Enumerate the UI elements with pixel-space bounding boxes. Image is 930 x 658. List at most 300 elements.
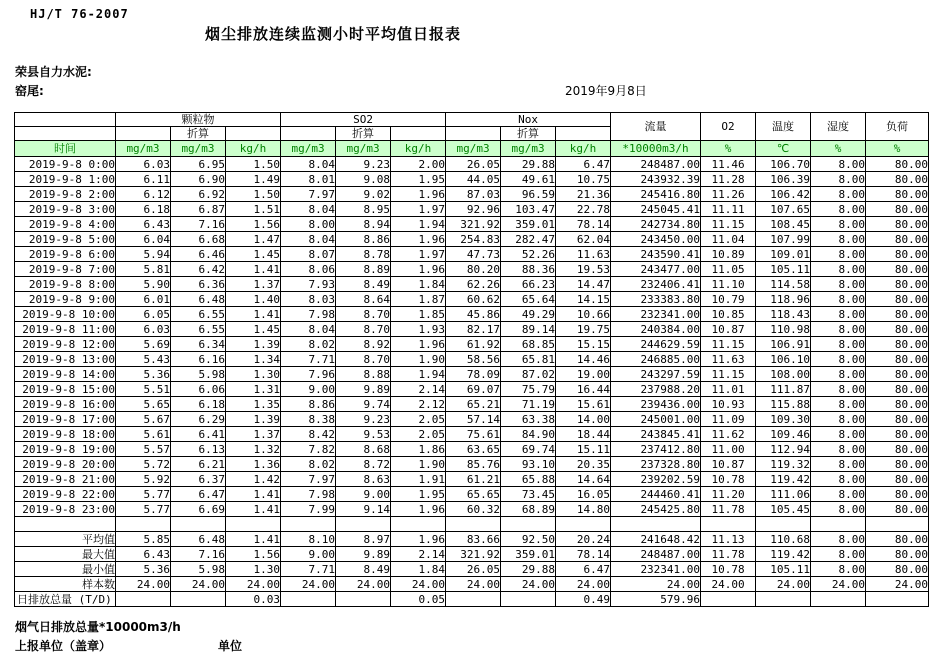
data-cell: 8.00 [811,397,866,412]
data-cell: 80.20 [446,262,501,277]
data-cell: 24.00 [336,577,391,592]
data-cell: 29.88 [501,562,556,577]
data-cell: 2.14 [391,547,446,562]
data-cell: 8.00 [811,562,866,577]
data-cell: 61.92 [446,337,501,352]
data-cell: 8.00 [811,337,866,352]
data-cell: 8.00 [811,352,866,367]
data-cell: 5.57 [116,442,171,457]
data-cell: 245416.80 [611,187,701,202]
col-humidity: 湿度 [811,113,866,141]
data-cell: 6.46 [171,247,226,262]
data-cell: 8.49 [336,562,391,577]
data-cell: 1.94 [391,217,446,232]
data-cell: 9.89 [336,547,391,562]
data-cell: 8.02 [281,457,336,472]
time-cell: 2019-9-8 4:00 [15,217,116,232]
data-cell: 8.63 [336,472,391,487]
data-cell: 109.01 [756,247,811,262]
data-cell: 1.96 [391,187,446,202]
data-cell: 80.00 [866,292,929,307]
data-cell: 6.42 [171,262,226,277]
data-cell: 6.55 [171,322,226,337]
data-cell: 83.66 [446,532,501,547]
data-cell: 254.83 [446,232,501,247]
data-cell: 1.50 [226,187,281,202]
data-cell: 78.14 [556,547,611,562]
data-cell: 80.00 [866,172,929,187]
data-cell: 244460.41 [611,487,701,502]
data-cell: 14.47 [556,277,611,292]
table-row [15,232,929,247]
table-row [15,157,929,172]
data-cell: 1.96 [391,262,446,277]
data-cell: 8.06 [281,262,336,277]
data-cell: 115.88 [756,397,811,412]
converted-label-so2: 折算 [336,127,391,141]
data-cell: 66.23 [501,277,556,292]
data-cell [756,592,811,607]
data-cell: 108.45 [756,217,811,232]
row-label-cell: 样本数 [15,577,116,592]
table-row [15,217,929,232]
data-cell: 6.41 [171,427,226,442]
flue-gas-total-note: 烟气日排放总量*10000m3/h [15,620,181,634]
time-cell: 2019-9-8 10:00 [15,307,116,322]
data-cell [866,517,929,532]
data-cell: 49.29 [501,307,556,322]
data-cell: 8.78 [336,247,391,262]
data-cell: 103.47 [501,202,556,217]
data-cell: 11.00 [701,442,756,457]
data-cell: 10.75 [556,172,611,187]
data-cell: 7.98 [281,307,336,322]
time-cell: 2019-9-8 21:00 [15,472,116,487]
data-cell: 80.00 [866,487,929,502]
data-cell: 6.37 [171,472,226,487]
data-cell: 16.44 [556,382,611,397]
data-cell: 112.94 [756,442,811,457]
time-cell: 2019-9-8 15:00 [15,382,116,397]
blank-cell [226,127,281,141]
data-cell: 9.23 [336,157,391,172]
data-cell: 5.36 [116,562,171,577]
data-cell: 2.00 [391,157,446,172]
table-row [15,382,929,397]
unit-cell: ℃ [756,141,811,157]
data-cell: 8.00 [811,427,866,442]
data-cell: 92.96 [446,202,501,217]
data-cell: 1.40 [226,292,281,307]
data-cell: 6.87 [171,202,226,217]
data-cell: 1.96 [391,232,446,247]
data-cell: 63.38 [501,412,556,427]
col-o2: O2 [701,113,756,141]
data-cell: 93.10 [501,457,556,472]
data-cell: 1.39 [226,412,281,427]
data-cell: 8.02 [281,337,336,352]
data-cell: 8.00 [811,172,866,187]
data-cell: 22.78 [556,202,611,217]
data-cell: 282.47 [501,232,556,247]
data-cell: 80.00 [866,562,929,577]
data-cell: 5.65 [116,397,171,412]
data-cell: 359.01 [501,547,556,562]
data-cell: 57.14 [446,412,501,427]
data-cell: 73.45 [501,487,556,502]
data-cell: 6.48 [171,292,226,307]
data-cell: 1.32 [226,442,281,457]
data-cell: 11.26 [701,187,756,202]
data-cell: 119.32 [756,457,811,472]
page-title: 烟尘排放连续监测小时平均值日报表 [205,25,462,43]
data-cell: 7.16 [171,547,226,562]
data-cell: 6.90 [171,172,226,187]
data-cell: 7.98 [281,487,336,502]
data-cell: 239436.00 [611,397,701,412]
data-cell: 0.03 [226,592,281,607]
data-cell: 8.00 [811,457,866,472]
data-cell: 5.67 [116,412,171,427]
data-cell: 9.14 [336,502,391,517]
data-cell: 80.00 [866,262,929,277]
data-cell: 60.32 [446,502,501,517]
data-cell: 14.00 [556,412,611,427]
data-cell: 24.00 [811,577,866,592]
data-cell: 8.38 [281,412,336,427]
report-date: 2019年9月8日 [565,84,647,98]
data-cell: 232341.00 [611,562,701,577]
data-cell: 11.09 [701,412,756,427]
data-cell: 11.10 [701,277,756,292]
data-cell: 6.05 [116,307,171,322]
col-flow: 流量 [611,113,701,141]
company-name: 荣县自力水泥: [15,65,92,79]
data-cell [866,592,929,607]
data-cell: 11.15 [701,217,756,232]
data-cell: 80.00 [866,277,929,292]
table-row [15,352,929,367]
data-cell: 109.46 [756,427,811,442]
data-cell: 243845.41 [611,427,701,442]
data-cell: 8.00 [811,247,866,262]
data-cell: 106.91 [756,337,811,352]
data-cell [226,517,281,532]
data-cell: 65.64 [501,292,556,307]
data-cell: 11.62 [701,427,756,442]
data-cell: 8.00 [811,277,866,292]
data-cell: 80.00 [866,367,929,382]
data-cell: 61.21 [446,472,501,487]
data-cell: 1.35 [226,397,281,412]
data-cell: 52.26 [501,247,556,262]
data-cell [446,517,501,532]
data-cell: 8.70 [336,307,391,322]
data-cell: 8.01 [281,172,336,187]
data-cell: 110.98 [756,322,811,337]
data-cell: 232341.00 [611,307,701,322]
data-cell: 7.96 [281,367,336,382]
data-cell [391,517,446,532]
data-cell: 1.94 [391,367,446,382]
data-cell: 10.78 [701,562,756,577]
unit-cell: % [866,141,929,157]
data-cell: 7.99 [281,502,336,517]
data-cell: 105.11 [756,562,811,577]
unit-cell: mg/m3 [501,141,556,157]
data-cell: 1.41 [226,307,281,322]
data-cell: 6.29 [171,412,226,427]
time-cell: 2019-9-8 9:00 [15,292,116,307]
unit-cell: kg/h [391,141,446,157]
time-cell: 2019-9-8 2:00 [15,187,116,202]
data-cell: 11.05 [701,262,756,277]
data-cell: 8.00 [811,367,866,382]
data-cell: 1.50 [226,157,281,172]
data-cell [701,592,756,607]
data-cell: 8.70 [336,322,391,337]
data-cell: 105.11 [756,262,811,277]
data-cell: 80.00 [866,472,929,487]
data-cell: 118.43 [756,307,811,322]
data-cell: 8.00 [811,547,866,562]
data-cell: 45.86 [446,307,501,322]
data-cell: 8.72 [336,457,391,472]
data-cell: 1.95 [391,172,446,187]
blank-cell [116,127,171,141]
data-cell: 6.03 [116,157,171,172]
data-cell: 1.87 [391,292,446,307]
data-cell: 248487.00 [611,547,701,562]
table-row [15,397,929,412]
data-cell: 5.92 [116,472,171,487]
data-cell: 14.80 [556,502,611,517]
row-label-cell: 最小值 [15,562,116,577]
data-cell: 8.00 [811,307,866,322]
data-cell: 9.23 [336,412,391,427]
data-cell: 9.00 [336,487,391,502]
data-cell: 11.63 [701,352,756,367]
data-cell: 65.21 [446,397,501,412]
data-cell: 80.00 [866,202,929,217]
data-cell: 1.30 [226,562,281,577]
data-cell: 80.00 [866,187,929,202]
data-cell: 1.51 [226,202,281,217]
data-cell: 6.34 [171,337,226,352]
data-cell [756,517,811,532]
data-cell: 6.69 [171,502,226,517]
data-cell: 243477.00 [611,262,701,277]
data-cell: 65.88 [501,472,556,487]
table-row [15,262,929,277]
data-cell: 1.49 [226,172,281,187]
header-group-row [15,113,929,127]
data-cell: 9.02 [336,187,391,202]
data-cell: 118.96 [756,292,811,307]
data-cell: 245045.41 [611,202,701,217]
data-cell: 69.74 [501,442,556,457]
data-cell: 8.42 [281,427,336,442]
data-cell: 1.96 [391,502,446,517]
data-cell: 20.24 [556,532,611,547]
data-cell: 2.05 [391,412,446,427]
spacer-row [15,517,929,532]
data-cell: 62.26 [446,277,501,292]
data-cell: 111.87 [756,382,811,397]
data-cell: 8.00 [811,262,866,277]
data-cell [811,517,866,532]
data-cell: 49.61 [501,172,556,187]
data-cell: 82.17 [446,322,501,337]
time-cell: 2019-9-8 0:00 [15,157,116,172]
time-column-header: 时间 [15,141,116,157]
data-cell: 9.00 [281,547,336,562]
table-row [15,247,929,262]
data-cell: 1.41 [226,532,281,547]
data-cell: 88.36 [501,262,556,277]
data-cell: 8.00 [281,217,336,232]
data-cell: 62.04 [556,232,611,247]
data-cell: 6.47 [556,157,611,172]
time-cell: 2019-9-8 23:00 [15,502,116,517]
data-cell: 241648.42 [611,532,701,547]
data-cell: 7.82 [281,442,336,457]
data-cell: 80.00 [866,247,929,262]
data-cell [336,592,391,607]
unit-cell: mg/m3 [446,141,501,157]
data-cell: 80.00 [866,412,929,427]
data-cell: 7.97 [281,472,336,487]
data-cell: 80.00 [866,307,929,322]
data-cell: 8.04 [281,232,336,247]
data-cell: 248487.00 [611,157,701,172]
data-cell: 237412.80 [611,442,701,457]
time-cell: 2019-9-8 11:00 [15,322,116,337]
summary-row [15,562,929,577]
blank-corner-cell [15,113,116,127]
data-cell: 5.51 [116,382,171,397]
data-cell: 1.90 [391,352,446,367]
data-cell: 26.05 [446,562,501,577]
data-cell [701,517,756,532]
data-cell: 1.96 [391,337,446,352]
data-cell: 10.79 [701,292,756,307]
data-cell: 5.98 [171,367,226,382]
data-cell: 8.94 [336,217,391,232]
data-cell: 0.49 [556,592,611,607]
time-cell: 2019-9-8 20:00 [15,457,116,472]
time-cell: 2019-9-8 16:00 [15,397,116,412]
data-cell: 75.79 [501,382,556,397]
data-cell: 8.88 [336,367,391,382]
data-cell: 119.42 [756,472,811,487]
table-row [15,457,929,472]
data-cell: 24.00 [226,577,281,592]
data-cell: 109.30 [756,412,811,427]
data-cell: 1.37 [226,277,281,292]
time-cell: 2019-9-8 5:00 [15,232,116,247]
data-cell: 14.64 [556,472,611,487]
data-cell: 1.34 [226,352,281,367]
data-cell: 8.00 [811,322,866,337]
table-row [15,337,929,352]
data-cell: 1.42 [226,472,281,487]
data-cell: 80.00 [866,442,929,457]
time-cell: 2019-9-8 14:00 [15,367,116,382]
data-cell: 5.72 [116,457,171,472]
data-cell: 85.76 [446,457,501,472]
data-cell: 92.50 [501,532,556,547]
col-group-nox: Nox [446,113,611,127]
data-cell: 80.00 [866,217,929,232]
data-cell: 245001.00 [611,412,701,427]
data-cell: 106.42 [756,187,811,202]
data-cell: 5.98 [171,562,226,577]
data-cell: 1.85 [391,307,446,322]
blank-cell [15,127,116,141]
data-cell: 24.00 [556,577,611,592]
data-cell: 14.46 [556,352,611,367]
data-cell: 8.00 [811,487,866,502]
data-cell: 87.03 [446,187,501,202]
table-row [15,442,929,457]
data-cell: 24.00 [391,577,446,592]
data-cell: 9.89 [336,382,391,397]
data-cell: 1.97 [391,247,446,262]
data-cell: 8.70 [336,352,391,367]
data-cell: 19.53 [556,262,611,277]
data-cell: 47.73 [446,247,501,262]
data-cell: 106.10 [756,352,811,367]
data-cell: 6.43 [116,547,171,562]
data-cell: 10.93 [701,397,756,412]
summary-row [15,547,929,562]
col-group-so2: SO2 [281,113,446,127]
unit-cell: % [701,141,756,157]
data-cell [556,517,611,532]
data-cell: 11.20 [701,487,756,502]
data-cell: 243297.59 [611,367,701,382]
data-cell: 6.13 [171,442,226,457]
data-cell: 24.00 [501,577,556,592]
data-cell: 19.75 [556,322,611,337]
blank-cell [556,127,611,141]
data-cell: 1.90 [391,457,446,472]
data-cell: 80.00 [866,232,929,247]
data-cell: 6.03 [116,322,171,337]
data-cell: 1.31 [226,382,281,397]
data-cell: 80.00 [866,532,929,547]
data-cell: 14.15 [556,292,611,307]
table-row [15,367,929,382]
report-table [14,112,929,607]
data-cell: 108.00 [756,367,811,382]
col-temperature: 温度 [756,113,811,141]
data-cell: 1.45 [226,247,281,262]
data-cell [171,592,226,607]
data-cell: 10.89 [701,247,756,262]
data-cell: 11.28 [701,172,756,187]
data-cell: 71.19 [501,397,556,412]
data-cell: 6.01 [116,292,171,307]
data-cell: 5.77 [116,487,171,502]
data-cell: 63.65 [446,442,501,457]
data-cell [446,592,501,607]
data-cell: 6.47 [171,487,226,502]
data-cell: 239202.59 [611,472,701,487]
data-cell: 8.00 [811,292,866,307]
data-cell: 26.05 [446,157,501,172]
